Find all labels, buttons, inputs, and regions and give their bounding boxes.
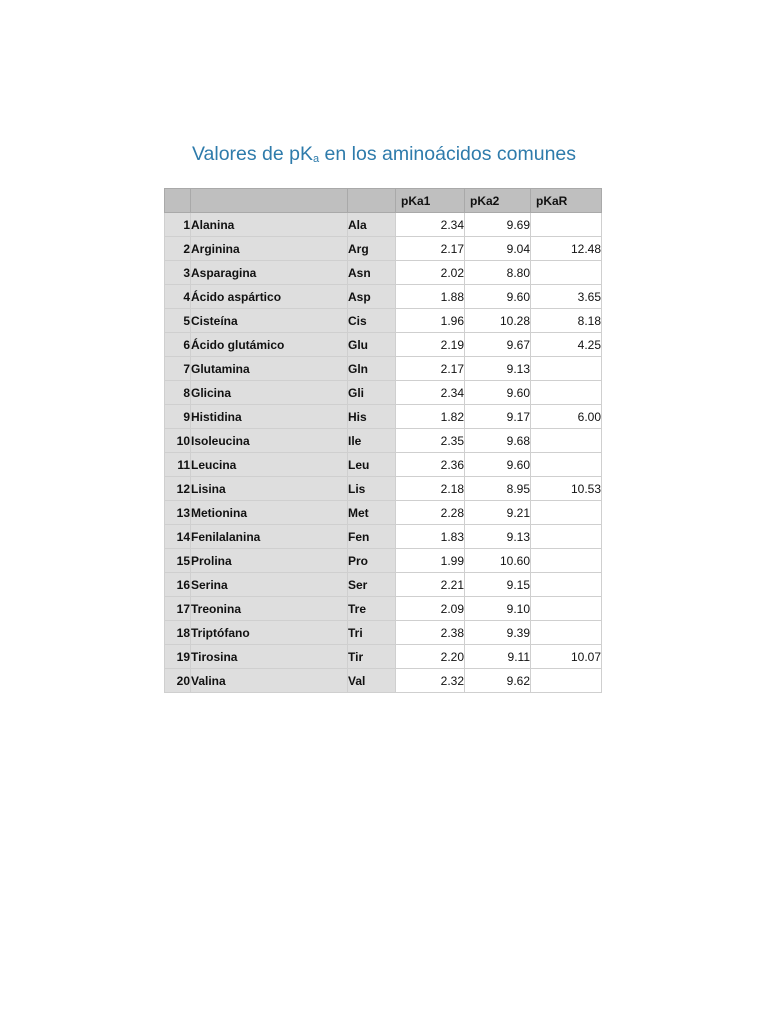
pkar-cell xyxy=(531,429,602,453)
pkar-cell: 10.53 xyxy=(531,477,602,501)
header-cell-pka1: pKa1 xyxy=(396,189,465,213)
amino-acid-name-cell: Valina xyxy=(191,669,348,693)
abbreviation-cell: His xyxy=(348,405,396,429)
pka1-cell: 2.36 xyxy=(396,453,465,477)
row-number-cell: 16 xyxy=(165,573,191,597)
pka2-cell: 9.60 xyxy=(465,381,531,405)
title-subscript: a xyxy=(313,153,320,165)
pka1-cell: 2.09 xyxy=(396,597,465,621)
pka2-cell: 9.68 xyxy=(465,429,531,453)
amino-acid-name-cell: Asparagina xyxy=(191,261,348,285)
pkar-cell xyxy=(531,261,602,285)
pka1-cell: 2.28 xyxy=(396,501,465,525)
pka2-cell: 9.13 xyxy=(465,357,531,381)
amino-acid-name-cell: Isoleucina xyxy=(191,429,348,453)
abbreviation-cell: Tre xyxy=(348,597,396,621)
row-number-cell: 18 xyxy=(165,621,191,645)
pkar-cell xyxy=(531,357,602,381)
table-row xyxy=(165,237,602,261)
pka1-cell: 2.35 xyxy=(396,429,465,453)
pka1-cell: 2.19 xyxy=(396,333,465,357)
amino-acid-name-cell: Treonina xyxy=(191,597,348,621)
pka2-cell: 9.15 xyxy=(465,573,531,597)
pka1-cell: 1.83 xyxy=(396,525,465,549)
amino-acid-name-cell: Prolina xyxy=(191,549,348,573)
row-number-cell: 4 xyxy=(165,285,191,309)
abbreviation-cell: Glu xyxy=(348,333,396,357)
amino-acid-name-cell: Serina xyxy=(191,573,348,597)
pkar-cell xyxy=(531,501,602,525)
pkar-cell xyxy=(531,453,602,477)
pka1-cell: 1.99 xyxy=(396,549,465,573)
table-row xyxy=(165,597,602,621)
pkar-cell xyxy=(531,525,602,549)
pkar-cell: 10.07 xyxy=(531,645,602,669)
abbreviation-cell: Ile xyxy=(348,429,396,453)
abbreviation-cell: Val xyxy=(348,669,396,693)
amino-acid-name-cell: Arginina xyxy=(191,237,348,261)
row-number-cell: 5 xyxy=(165,309,191,333)
abbreviation-cell: Ser xyxy=(348,573,396,597)
abbreviation-cell: Gli xyxy=(348,381,396,405)
row-number-cell: 3 xyxy=(165,261,191,285)
pka1-cell: 2.02 xyxy=(396,261,465,285)
amino-acid-name-cell: Lisina xyxy=(191,477,348,501)
amino-acid-name-cell: Tirosina xyxy=(191,645,348,669)
pka2-cell: 9.13 xyxy=(465,525,531,549)
amino-acid-name-cell: Cisteína xyxy=(191,309,348,333)
pkar-cell xyxy=(531,621,602,645)
row-number-cell: 1 xyxy=(165,213,191,237)
pka1-cell: 1.88 xyxy=(396,285,465,309)
row-number-cell: 7 xyxy=(165,357,191,381)
pka1-cell: 2.17 xyxy=(396,357,465,381)
row-number-cell: 12 xyxy=(165,477,191,501)
pka1-cell: 2.17 xyxy=(396,237,465,261)
table-row xyxy=(165,501,602,525)
abbreviation-cell: Arg xyxy=(348,237,396,261)
pka2-cell: 9.10 xyxy=(465,597,531,621)
abbreviation-cell: Asp xyxy=(348,285,396,309)
header-cell-pkar: pKaR xyxy=(531,189,602,213)
row-number-cell: 15 xyxy=(165,549,191,573)
amino-acid-name-cell: Triptófano xyxy=(191,621,348,645)
pka2-cell: 9.67 xyxy=(465,333,531,357)
pkar-cell xyxy=(531,573,602,597)
abbreviation-cell: Cis xyxy=(348,309,396,333)
page-title xyxy=(0,143,768,166)
row-number-cell: 13 xyxy=(165,501,191,525)
abbreviation-cell: Gln xyxy=(348,357,396,381)
abbreviation-cell: Fen xyxy=(348,525,396,549)
table-row xyxy=(165,309,602,333)
pka2-cell: 9.60 xyxy=(465,453,531,477)
pka-table xyxy=(164,188,602,693)
abbreviation-cell: Tri xyxy=(348,621,396,645)
pka2-cell: 9.11 xyxy=(465,645,531,669)
row-number-cell: 10 xyxy=(165,429,191,453)
table-row xyxy=(165,645,602,669)
abbreviation-cell: Tir xyxy=(348,645,396,669)
pkar-cell: 3.65 xyxy=(531,285,602,309)
abbreviation-cell: Lis xyxy=(348,477,396,501)
row-number-cell: 14 xyxy=(165,525,191,549)
table-body xyxy=(165,213,602,693)
pka1-cell: 2.38 xyxy=(396,621,465,645)
table-row xyxy=(165,381,602,405)
table-row xyxy=(165,285,602,309)
pka2-cell: 8.95 xyxy=(465,477,531,501)
table-row xyxy=(165,429,602,453)
pkar-cell: 12.48 xyxy=(531,237,602,261)
pka2-cell: 10.28 xyxy=(465,309,531,333)
pkar-cell xyxy=(531,549,602,573)
header-cell-abbr xyxy=(348,189,396,213)
pka1-cell: 2.32 xyxy=(396,669,465,693)
table-row xyxy=(165,669,602,693)
title-suffix: en los aminoácidos comunes xyxy=(319,143,577,165)
title-prefix: Valores de pK xyxy=(191,143,314,165)
row-number-cell: 6 xyxy=(165,333,191,357)
pka1-cell: 2.34 xyxy=(396,381,465,405)
pka2-cell: 9.39 xyxy=(465,621,531,645)
row-number-cell: 11 xyxy=(165,453,191,477)
row-number-cell: 20 xyxy=(165,669,191,693)
row-number-cell: 8 xyxy=(165,381,191,405)
table-header-row xyxy=(165,189,602,213)
pkar-cell xyxy=(531,381,602,405)
pkar-cell: 4.25 xyxy=(531,333,602,357)
amino-acid-name-cell: Ácido aspártico xyxy=(191,285,348,309)
pka1-cell: 1.96 xyxy=(396,309,465,333)
table-row xyxy=(165,333,602,357)
pka1-cell: 2.18 xyxy=(396,477,465,501)
amino-acid-name-cell: Metionina xyxy=(191,501,348,525)
header-cell-pka2: pKa2 xyxy=(465,189,531,213)
pka2-cell: 9.62 xyxy=(465,669,531,693)
row-number-cell: 2 xyxy=(165,237,191,261)
pka1-cell: 1.82 xyxy=(396,405,465,429)
pka1-cell: 2.20 xyxy=(396,645,465,669)
pka2-cell: 9.04 xyxy=(465,237,531,261)
table-row xyxy=(165,453,602,477)
abbreviation-cell: Met xyxy=(348,501,396,525)
amino-acid-name-cell: Alanina xyxy=(191,213,348,237)
pkar-cell xyxy=(531,213,602,237)
amino-acid-name-cell: Histidina xyxy=(191,405,348,429)
table-row xyxy=(165,405,602,429)
table-row xyxy=(165,261,602,285)
amino-acid-name-cell: Fenilalanina xyxy=(191,525,348,549)
pka2-cell: 9.17 xyxy=(465,405,531,429)
abbreviation-cell: Asn xyxy=(348,261,396,285)
amino-acid-name-cell: Ácido glutámico xyxy=(191,333,348,357)
table-row xyxy=(165,621,602,645)
table-row xyxy=(165,213,602,237)
abbreviation-cell: Leu xyxy=(348,453,396,477)
abbreviation-cell: Pro xyxy=(348,549,396,573)
row-number-cell: 17 xyxy=(165,597,191,621)
pka2-cell: 10.60 xyxy=(465,549,531,573)
pka1-cell: 2.34 xyxy=(396,213,465,237)
table-row xyxy=(165,357,602,381)
pkar-cell xyxy=(531,669,602,693)
amino-acid-name-cell: Leucina xyxy=(191,453,348,477)
pka2-cell: 8.80 xyxy=(465,261,531,285)
pka2-cell: 9.60 xyxy=(465,285,531,309)
amino-acid-name-cell: Glutamina xyxy=(191,357,348,381)
pkar-cell: 6.00 xyxy=(531,405,602,429)
pkar-cell: 8.18 xyxy=(531,309,602,333)
pka1-cell: 2.21 xyxy=(396,573,465,597)
amino-acid-name-cell: Glicina xyxy=(191,381,348,405)
table-row xyxy=(165,549,602,573)
pka2-cell: 9.21 xyxy=(465,501,531,525)
pkar-cell xyxy=(531,597,602,621)
abbreviation-cell: Ala xyxy=(348,213,396,237)
pka2-cell: 9.69 xyxy=(465,213,531,237)
header-cell-name xyxy=(191,189,348,213)
table-row xyxy=(165,573,602,597)
row-number-cell: 9 xyxy=(165,405,191,429)
header-cell-index xyxy=(165,189,191,213)
table-row xyxy=(165,525,602,549)
table-row xyxy=(165,477,602,501)
row-number-cell: 19 xyxy=(165,645,191,669)
